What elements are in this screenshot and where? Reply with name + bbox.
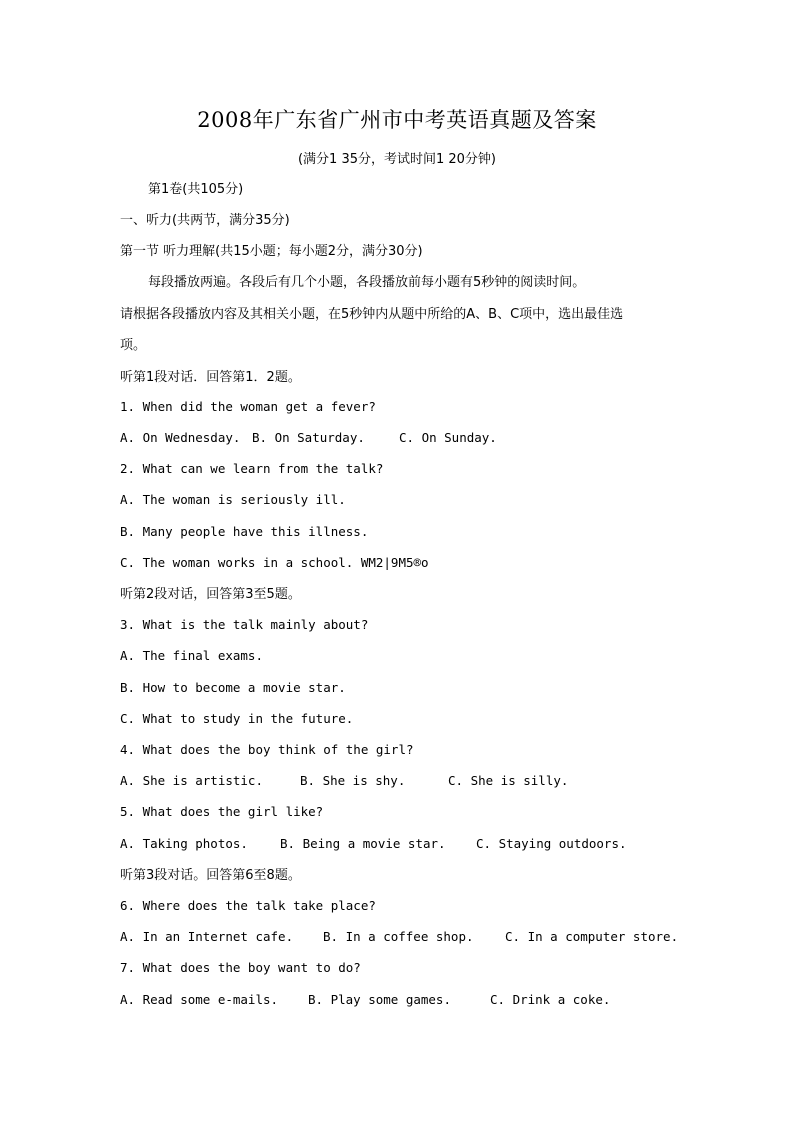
dialog-1-heading: 听第1段对话．回答第1．2题。 — [120, 370, 301, 385]
question-1-options — [120, 430, 497, 445]
question-2: 2. What can we learn from the talk? — [120, 461, 384, 476]
option-b: B. Being a movie star. — [280, 836, 446, 851]
option-c: C. On Sunday. — [399, 430, 497, 445]
question-3: 3. What is the talk mainly about? — [120, 617, 369, 632]
dialog-2-heading: 听第2段对话，回答第3至5题。 — [120, 587, 301, 602]
question-5-options — [120, 836, 627, 851]
question-4-options — [120, 773, 568, 788]
option-c: C. In a computer store. — [505, 929, 679, 944]
option-b: B. She is shy. — [300, 773, 406, 788]
question-3-option-b: B. How to become a movie star. — [120, 680, 346, 695]
dialog-3-heading: 听第3段对话。回答第6至8题。 — [120, 868, 301, 883]
question-2-option-a: A. The woman is seriously ill. — [120, 492, 346, 507]
question-5: 5. What does the girl like? — [120, 804, 324, 819]
question-4: 4. What does the boy think of the girl? — [120, 742, 414, 757]
option-a: A. On Wednesday. — [120, 430, 241, 445]
page-subtitle: (满分1 35分，考试时间1 20分钟) — [297, 152, 497, 167]
option-c: C. She is silly. — [448, 773, 569, 788]
option-b: B. Play some games. — [308, 992, 451, 1007]
option-a: A. Taking photos. — [120, 836, 248, 851]
subpart-heading: 第一节 听力理解(共15小题；每小题2分，满分30分) — [120, 244, 423, 259]
instruction-2a: 请根据各段播放内容及其相关小题，在5秒钟内从题中所给的A、B、C项中，选出最佳选 — [120, 307, 624, 322]
option-b: B. On Saturday. — [252, 430, 365, 445]
question-3-option-c: C. What to study in the future. — [120, 711, 354, 726]
question-2-option-c: C. The woman works in a school. WM2|9M5®o — [120, 555, 429, 570]
question-7-options — [120, 992, 610, 1007]
question-6-options — [120, 929, 678, 944]
option-c: C. Drink a coke. — [490, 992, 611, 1007]
option-b: B. In a coffee shop. — [323, 929, 474, 944]
volume-heading: 第1卷(共105分) — [148, 182, 244, 197]
option-a: A. Read some e-mails. — [120, 992, 279, 1007]
instruction-1: 每段播放两遍。各段后有几个小题，各段播放前每小题有5秒钟的阅读时间。 — [148, 275, 586, 290]
page-title: 2008年广东省广州市中考英语真题及答案 — [197, 108, 597, 132]
part-heading: 一、听力(共两节，满分35分) — [120, 213, 290, 228]
question-3-option-a: A. The final exams. — [120, 648, 263, 663]
option-a: A. In an Internet cafe. — [120, 929, 294, 944]
question-6: 6. Where does the talk take place? — [120, 898, 376, 913]
option-c: C. Staying outdoors. — [476, 836, 627, 851]
question-1: 1. When did the woman get a fever? — [120, 399, 376, 414]
question-7: 7. What does the boy want to do? — [120, 960, 361, 975]
question-2-option-b: B. Many people have this illness. — [120, 524, 369, 539]
instruction-2b: 项。 — [120, 338, 147, 353]
option-a: A. She is artistic. — [120, 773, 263, 788]
